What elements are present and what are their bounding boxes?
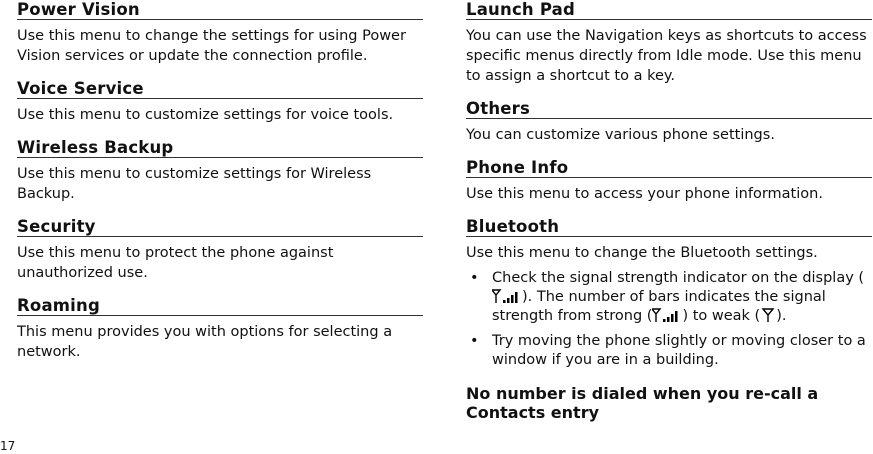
section-heading: Roaming: [17, 296, 423, 316]
page-number: 17: [0, 439, 16, 453]
section-heading: Bluetooth: [466, 217, 872, 237]
section-text: Use this menu to customize settings for voice tools.: [17, 107, 394, 123]
section-launch-pad: [466, 0, 872, 86]
section-text: Use this menu to protect the phone against unauthorized use.: [17, 245, 334, 281]
bullet-icon: •: [470, 333, 479, 349]
section-heading: Power Vision: [17, 0, 423, 20]
section-phone-info: [466, 158, 872, 204]
section-power-vision: [17, 0, 423, 66]
signal-full-icon: [492, 289, 522, 304]
section-heading: Voice Service: [17, 79, 423, 99]
list-item: • Try moving the phone slightly or moving closer to a window if you are in a building.: [470, 333, 866, 368]
section-wireless-backup: [17, 138, 423, 204]
signal-strong-icon: [652, 308, 682, 323]
section-bluetooth: [466, 217, 872, 422]
left-column: [17, 0, 423, 362]
bullet-list: [466, 269, 872, 370]
section-heading: Security: [17, 217, 423, 237]
section-heading: Phone Info: [466, 158, 872, 178]
section-security: [17, 217, 423, 283]
signal-weak-icon: [760, 308, 776, 323]
section-text: Use this menu to change the Bluetooth settings.: [466, 245, 818, 261]
section-text: You can use the Navigation keys as shortcuts to access specific menus directly from Idle mode. Use this menu to assign a shortcut to a key.: [466, 28, 867, 84]
section-text: Use this menu to access your phone information.: [466, 186, 823, 202]
section-heading: Others: [466, 99, 872, 119]
section-heading: Wireless Backup: [17, 138, 423, 158]
list-item: • Check the signal strength indicator on the display (). The number of bars indicates the signal strength from strong ( ) to weak ( ).: [470, 270, 865, 324]
right-column: [466, 0, 872, 422]
section-text: You can customize various phone settings.: [466, 127, 775, 143]
bullet-icon: •: [470, 270, 479, 286]
note-title: No number is dialed when you re-call a Contacts entry: [466, 384, 819, 422]
section-voice-service: [17, 79, 423, 125]
section-others: [466, 99, 872, 145]
section-roaming: [17, 296, 423, 362]
section-text: Use this menu to change the settings for using Power Vision services or update the connection profile.: [17, 28, 406, 64]
section-heading: Launch Pad: [466, 0, 872, 20]
section-text: Use this menu to customize settings for Wireless Backup.: [17, 166, 372, 202]
section-text: This menu provides you with options for selecting a network.: [17, 324, 393, 360]
